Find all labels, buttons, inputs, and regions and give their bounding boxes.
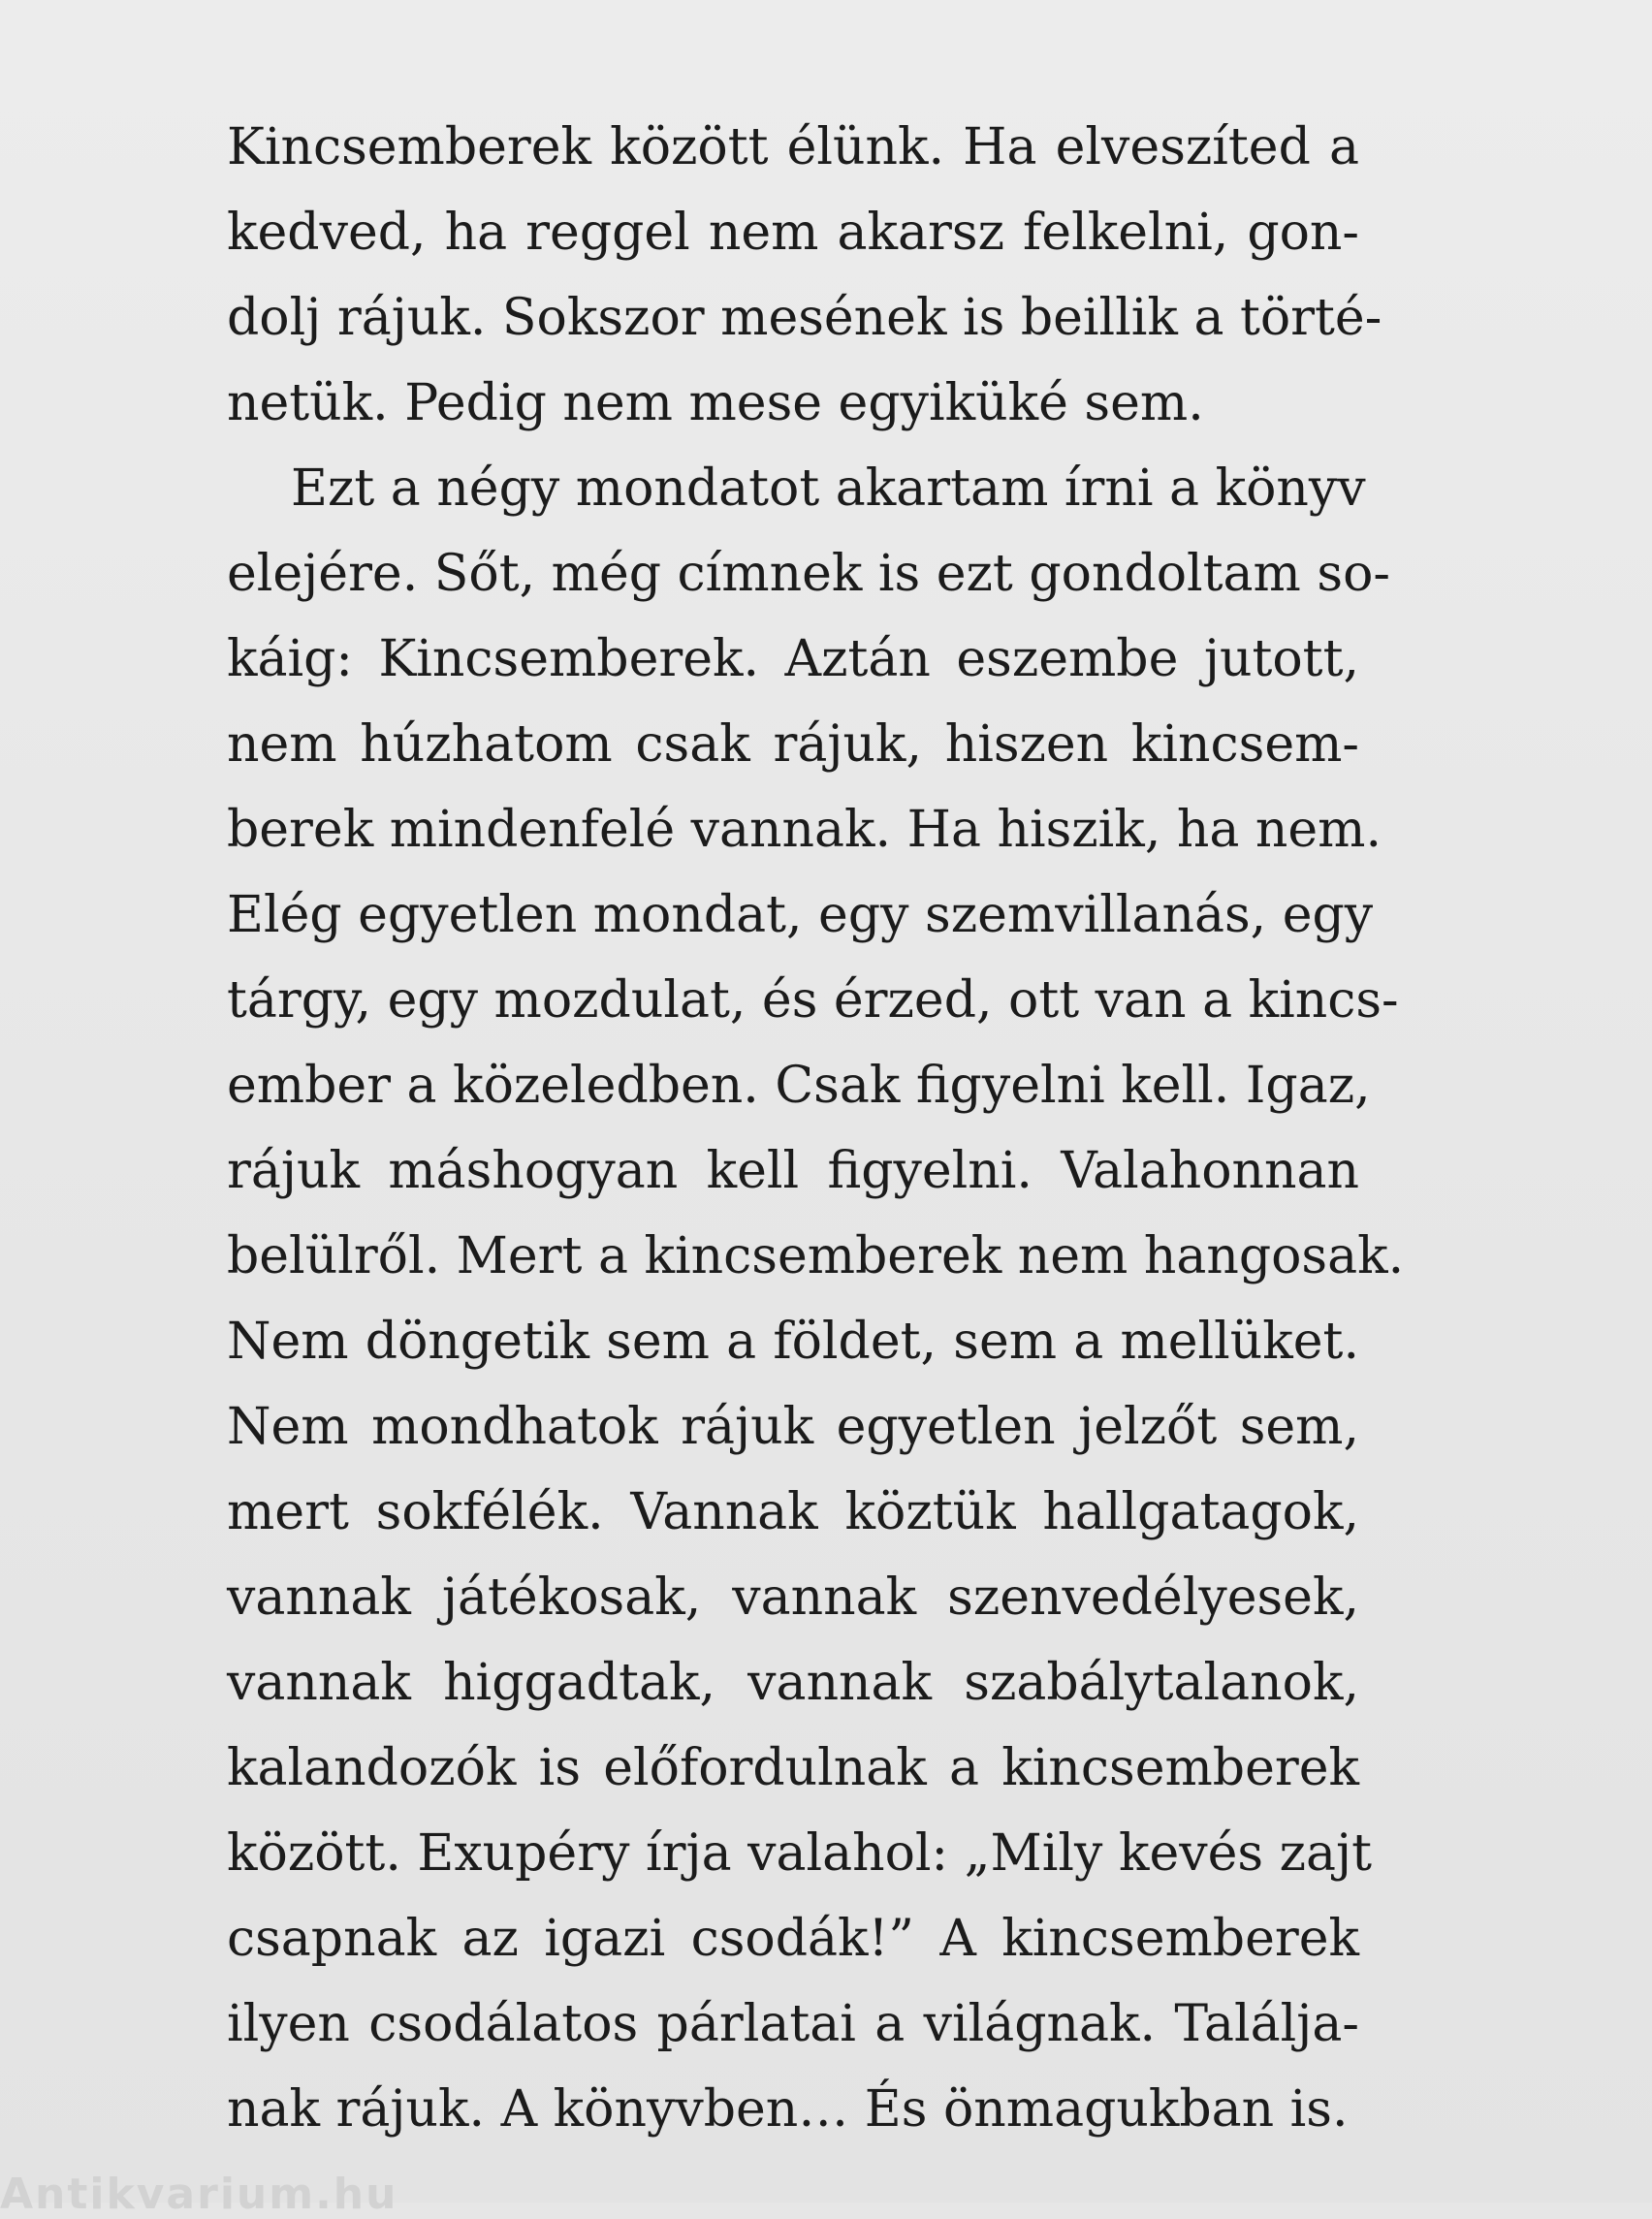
text-line: nak rájuk. A könyvben… És önmagukban is.	[227, 2080, 1349, 2139]
text-line: dolj rájuk. Sokszor mesének is beillik a törté-	[227, 289, 1382, 347]
text-line: ilyen csodálatos párlatai a világnak. Találja-	[227, 1995, 1359, 2053]
text-line: tárgy, egy mozdulat, és érzed, ott van a kincs-	[227, 971, 1399, 1030]
text-line: Nem mondhatok rájuk egyetlen jelzőt sem,	[227, 1398, 1359, 1456]
text-line: berek mindenfelé vannak. Ha hiszik, ha nem.	[227, 801, 1382, 859]
text-line: mert sokfélék. Vannak köztük hallgatagok,	[227, 1483, 1359, 1541]
text-line: csapnak az igazi csodák!” A kincsemberek	[227, 1910, 1359, 1968]
text-line: vannak higgadtak, vannak szabálytalanok,	[227, 1654, 1359, 1712]
text-line: vannak játékosak, vannak szenvedélyesek,	[227, 1569, 1359, 1627]
watermark: Antikvarium.hu	[0, 2170, 398, 2219]
text-line: nem húzhatom csak rájuk, hiszen kincsem-	[227, 715, 1359, 774]
text-line: Ezt a négy mondatot akartam írni a könyv	[291, 460, 1366, 518]
text-line: Nem döngetik sem a földet, sem a mellüket.	[227, 1313, 1359, 1371]
text-line: rájuk máshogyan kell figyelni. Valahonnan	[227, 1142, 1359, 1200]
text-line: káig: Kincsemberek. Aztán eszembe jutott,	[227, 630, 1359, 688]
text-line: Elég egyetlen mondat, egy szemvillanás, egy	[227, 886, 1374, 944]
text-line: kedved, ha reggel nem akarsz felkelni, gon-	[227, 204, 1359, 262]
text-line: ember a közeledben. Csak figyelni kell. Igaz,	[227, 1057, 1371, 1115]
text-line: elejére. Sőt, még címnek is ezt gondoltam so-	[227, 545, 1390, 603]
text-line: Kincsemberek között élünk. Ha elveszíted a	[227, 118, 1359, 176]
text-line: között. Exupéry írja valahol: „Mily kevés zajt	[227, 1824, 1373, 1883]
text-line: netük. Pedig nem mese egyiküké sem.	[227, 374, 1204, 432]
body-text	[227, 105, 1405, 2152]
text-line: kalandozók is előfordulnak a kincsemberek	[227, 1739, 1359, 1797]
text-line: belülről. Mert a kincsemberek nem hangosak.	[227, 1227, 1405, 1285]
